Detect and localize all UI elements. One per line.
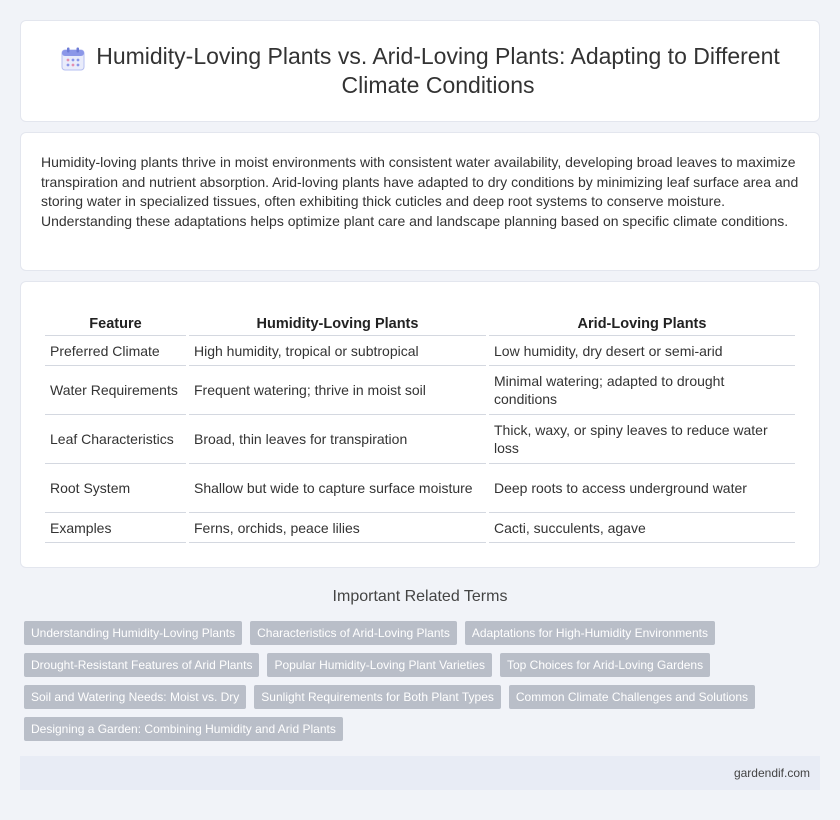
row-feature-cell: Water Requirements [45, 366, 186, 415]
row-humidity-cell: Shallow but wide to capture surface moisture [189, 464, 486, 513]
row-humidity-cell: High humidity, tropical or subtropical [189, 336, 486, 366]
table-row [45, 366, 795, 415]
table-row [45, 513, 795, 543]
related-term-tag[interactable]: Sunlight Requirements for Both Plant Types [254, 685, 501, 709]
page-title: Humidity-Loving Plants vs. Arid-Loving Plants: Adapting to Different Climate Conditions [96, 43, 780, 98]
row-humidity-cell: Frequent watering; thrive in moist soil [189, 366, 486, 415]
table-header-row [45, 312, 795, 336]
table-row [45, 464, 795, 513]
row-arid-cell: Deep roots to access underground water [489, 464, 795, 513]
comparison-card [20, 281, 820, 568]
title-wrap [60, 42, 780, 100]
comparison-table [42, 312, 798, 543]
intro-text: Humidity-loving plants thrive in moist environments with consistent water availability, developing broad leaves to maximize transpiration and nutrient absorption. Arid-loving plants have adapted to dry conditions by minimizing leaf surface area and storing water in specialized tissues, often exhibiting thick cuticles and deep root systems to conserve moisture. Understanding these adaptations helps optimize plant care and landscape planning based on specific climate conditions. [41, 154, 799, 229]
header-humidity-loving: Humidity-Loving Plants [189, 312, 486, 336]
table-row [45, 336, 795, 366]
footer [20, 756, 820, 790]
related-term-tag[interactable]: Drought-Resistant Features of Arid Plants [24, 653, 259, 677]
intro-card [20, 132, 820, 271]
row-arid-cell: Thick, waxy, or spiny leaves to reduce water loss [489, 415, 795, 464]
row-humidity-cell: Ferns, orchids, peace lilies [189, 513, 486, 543]
related-term-tag[interactable]: Common Climate Challenges and Solutions [509, 685, 755, 709]
row-feature-cell: Preferred Climate [45, 336, 186, 366]
row-feature-cell: Examples [45, 513, 186, 543]
footer-site-link[interactable]: gardendif.com [733, 766, 810, 780]
header-card [20, 20, 820, 122]
calendar-icon [60, 46, 86, 72]
related-term-tag[interactable]: Designing a Garden: Combining Humidity and Arid Plants [24, 717, 343, 741]
row-feature-cell: Leaf Characteristics [45, 415, 186, 464]
row-arid-cell: Cacti, succulents, agave [489, 513, 795, 543]
row-arid-cell: Low humidity, dry desert or semi-arid [489, 336, 795, 366]
related-term-tag[interactable]: Soil and Watering Needs: Moist vs. Dry [24, 685, 246, 709]
related-term-tag[interactable]: Understanding Humidity-Loving Plants [24, 621, 242, 645]
table-row [45, 415, 795, 464]
row-arid-cell: Minimal watering; adapted to drought conditions [489, 366, 795, 415]
header-arid-loving: Arid-Loving Plants [489, 312, 795, 336]
related-term-tag[interactable]: Popular Humidity-Loving Plant Varieties [267, 653, 492, 677]
related-term-tag[interactable]: Characteristics of Arid-Loving Plants [250, 621, 457, 645]
header-feature: Feature [45, 312, 186, 336]
related-terms-list [24, 621, 820, 749]
related-term-tag[interactable]: Top Choices for Arid-Loving Gardens [500, 653, 710, 677]
row-feature-cell: Root System [45, 464, 186, 513]
related-terms-title: Important Related Terms [332, 588, 508, 605]
row-humidity-cell: Broad, thin leaves for transpiration [189, 415, 486, 464]
related-term-tag[interactable]: Adaptations for High-Humidity Environments [465, 621, 715, 645]
